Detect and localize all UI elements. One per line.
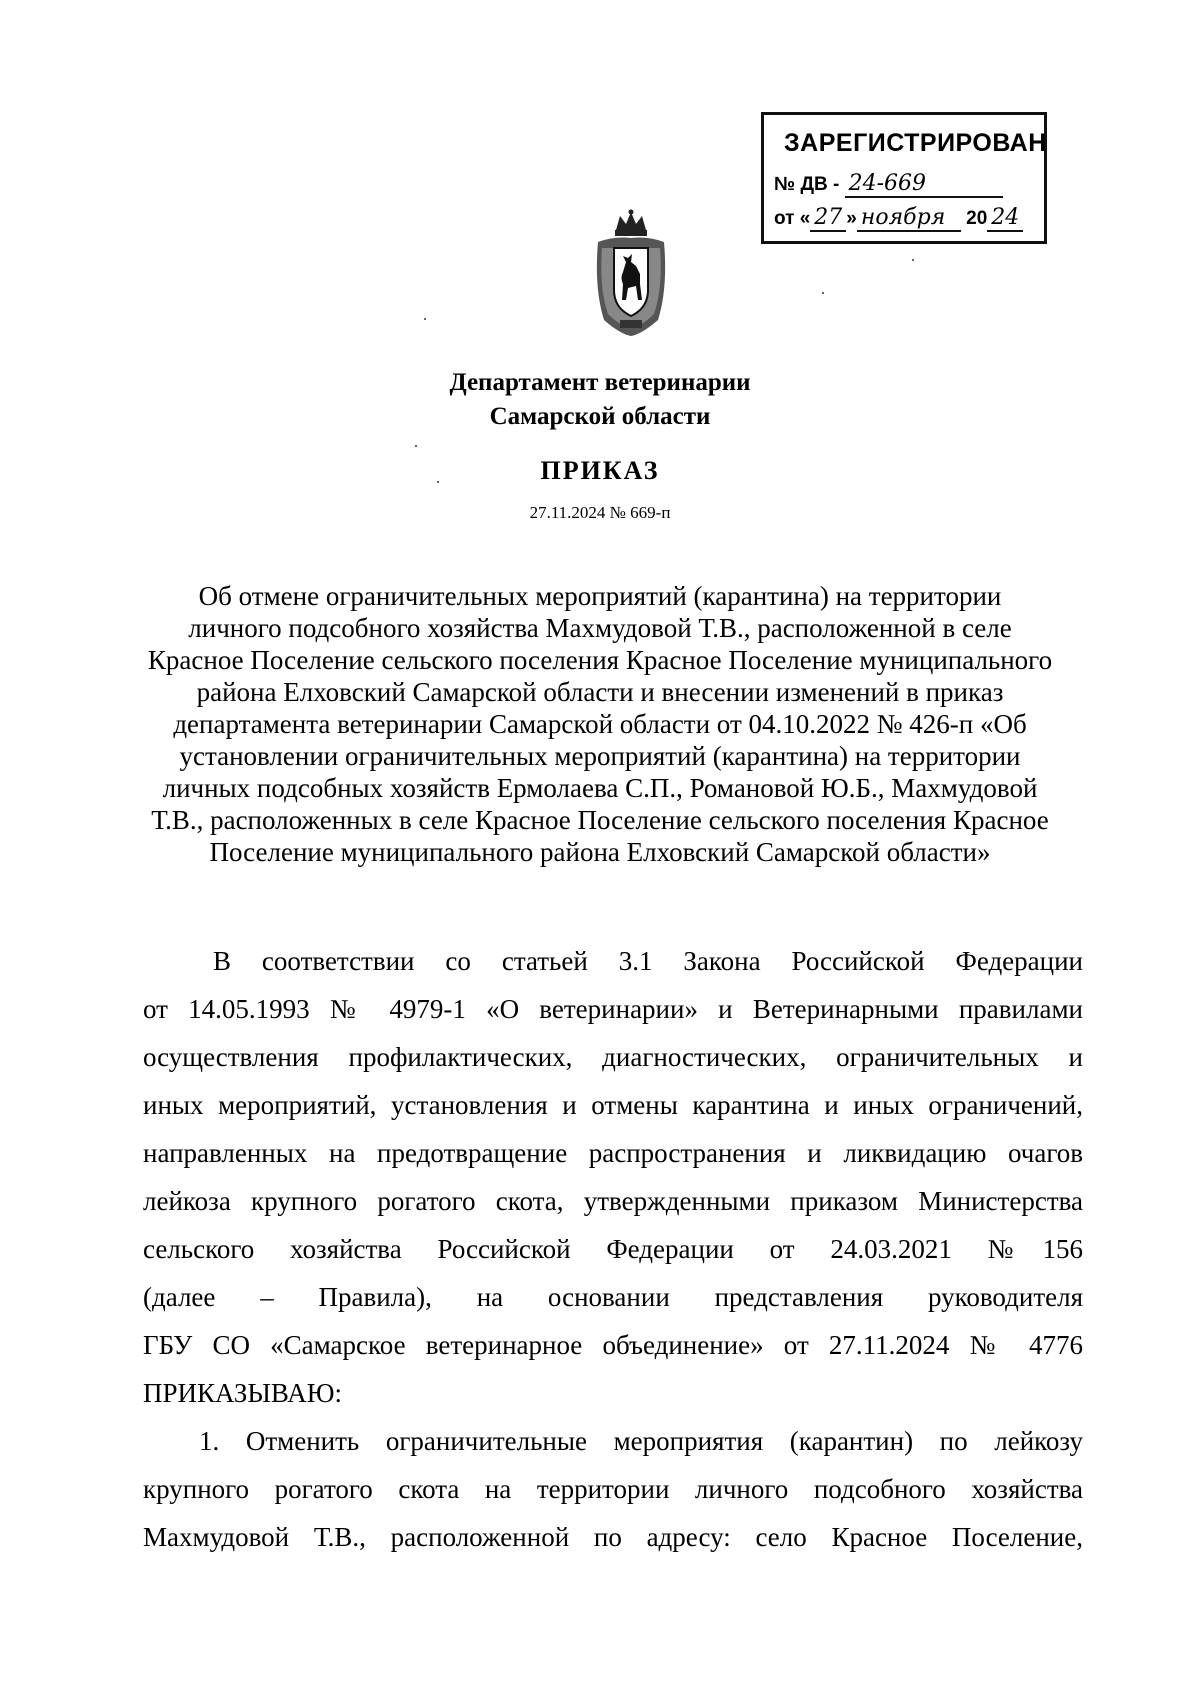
stamp-date-day: 27 xyxy=(810,205,846,232)
stamp-number-handwritten: 24-669 xyxy=(845,171,1003,198)
stamp-number-prefix: № ДВ - xyxy=(774,174,840,195)
samara-coat-of-arms-icon xyxy=(590,208,672,340)
scan-speck xyxy=(415,445,417,447)
scan-speck xyxy=(912,259,914,261)
body-line: В соответствии со статьей 3.1 Закона Российской Федерации xyxy=(213,946,1083,976)
scan-speck xyxy=(424,318,426,320)
stamp-title: ЗАРЕГИСТРИРОВАН xyxy=(784,129,1047,157)
scan-speck xyxy=(437,481,439,483)
item-line: Махмудовой Т.В., расположенной по адресу: село Красное Поселение, xyxy=(143,1522,1083,1552)
subject-line: установлении ограничительных мероприятий (карантина) на территории xyxy=(179,741,1021,771)
subject-line: департамента ветеринарии Самарской области от 04.10.2022 № 426-п «Об xyxy=(173,709,1027,739)
stamp-date-month: ноября xyxy=(857,205,961,232)
order-body xyxy=(143,937,1083,1561)
scan-speck xyxy=(822,292,824,294)
order-word: ПРИКАЗЫВАЮ: xyxy=(143,1378,342,1408)
department-name-line2: Самарской области xyxy=(489,403,711,430)
registration-stamp xyxy=(761,112,1047,244)
stamp-date-year-prefix: 20 xyxy=(966,208,988,229)
stamp-date-mid: » xyxy=(846,208,857,229)
item-line: крупного рогатого скота на территории личного подсобного хозяйства xyxy=(143,1474,1083,1504)
stamp-number-line xyxy=(774,171,1003,198)
subject-line: личных подсобных хозяйств Ермолаева С.П., Романовой Ю.Б., Махмудовой xyxy=(162,773,1038,803)
department-name-line1: Департамент ветеринарии xyxy=(449,369,751,396)
body-line: направленных на предотвращение распространения и ликвидацию очагов xyxy=(143,1138,1083,1168)
body-line: от 14.05.1993 № 4979-1 «О ветеринарии» и Ветеринарными правилами xyxy=(143,994,1083,1024)
body-line: лейкоза крупного рогатого скота, утвержденными приказом Министерства xyxy=(143,1186,1083,1216)
order-number: 27.11.2024 № 669-п xyxy=(529,503,671,522)
order-subject xyxy=(120,580,1080,868)
subject-line: Об отмене ограничительных мероприятий (карантина) на территории xyxy=(198,581,1002,611)
subject-line: Т.В., расположенных в селе Красное Поселение сельского поселения Красное xyxy=(151,805,1049,835)
body-line: (далее – Правила), на основании представления руководителя xyxy=(143,1282,1083,1312)
stamp-date-line xyxy=(774,205,1023,232)
item-line: 1. Отменить ограничительные мероприятия (карантин) по лейкозу xyxy=(199,1426,1083,1456)
stamp-date-prefix: от « xyxy=(774,208,811,229)
subject-line: Поселение муниципального района Елховский Самарской области» xyxy=(209,837,991,867)
subject-line: Красное Поселение сельского поселения Красное Поселение муниципального xyxy=(147,645,1053,675)
subject-line: района Елховский Самарской области и внесении изменений в приказ xyxy=(196,677,1004,707)
body-line: осуществления профилактических, диагностических, ограничительных и xyxy=(143,1042,1083,1072)
stamp-date-year: 24 xyxy=(987,205,1023,232)
order-title: ПРИКАЗ xyxy=(540,456,660,485)
body-line: иных мероприятий, установления и отмены карантина и иных ограничений, xyxy=(143,1090,1083,1120)
subject-line: личного подсобного хозяйства Махмудовой Т.В., расположенной в селе xyxy=(188,613,1012,643)
body-line: сельского хозяйства Российской Федерации от 24.03.2021 №156 xyxy=(143,1234,1083,1264)
body-line: ГБУ СО «Самарское ветеринарное объединение» от 27.11.2024 № 4776 xyxy=(143,1330,1083,1360)
